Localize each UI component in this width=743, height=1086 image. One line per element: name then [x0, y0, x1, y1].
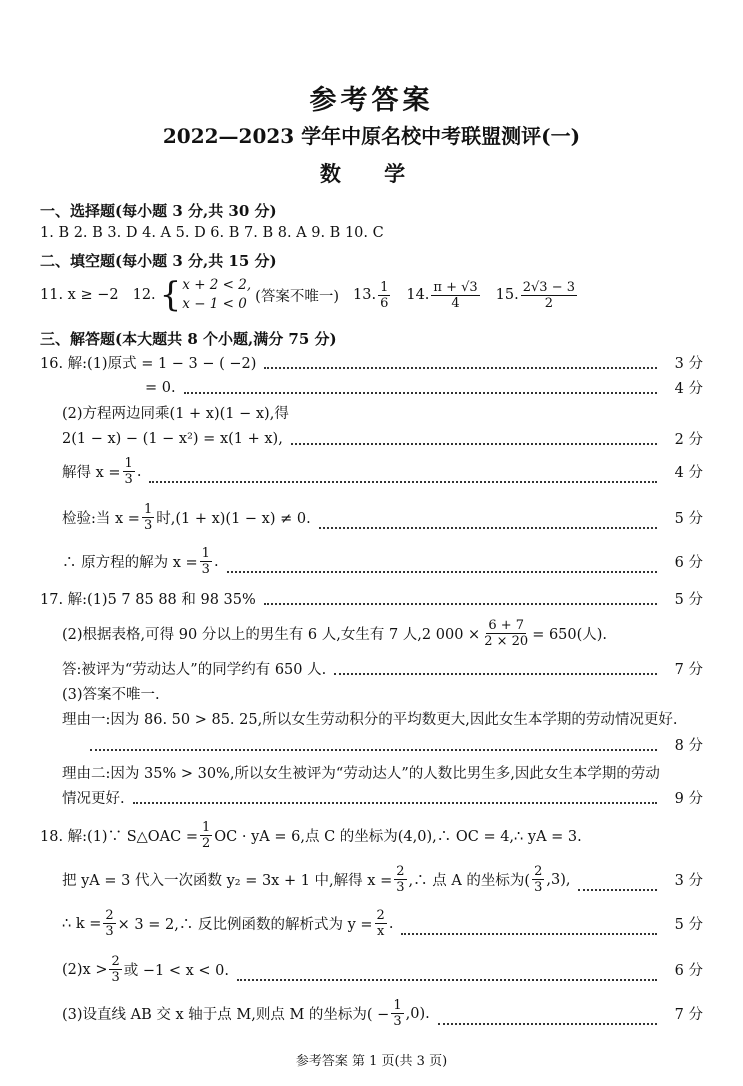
q16-line-5: 解得 x = $\frac{1}{3}$ . 4 分: [62, 456, 703, 487]
q18-line-5: (3)设直线 AB 交 x 轴于点 M,则点 M 的坐标为( − $\frac{1}{3}$ ,0). 7 分: [62, 998, 703, 1029]
q17-line-1: 17. 解:(1)5 7 85 88 和 98 35% 5 分: [40, 588, 703, 609]
subject-title: 数 学: [319, 161, 424, 186]
q17-line-8: 情况更好. 9 分: [62, 787, 703, 808]
answer-15-fraction: $\frac{2√3 - 3}{2}$: [522, 279, 575, 311]
score: 3 分: [674, 873, 703, 889]
answer-12-row1: x + 2 < 2,: [182, 277, 252, 293]
score: 7 分: [674, 1007, 703, 1023]
q16-line-2: = 0. 4 分: [145, 377, 703, 398]
page-title: 参考答案: [309, 85, 434, 116]
q16-line-7: ∴ 原方程的解为 x = $\frac{1}{3}$ . 6 分: [62, 546, 703, 577]
score: 6 分: [674, 963, 703, 979]
score: 6 分: [674, 555, 703, 571]
choice-answers: [40, 225, 703, 241]
answer-12-row2: x − 1 < 0: [182, 296, 247, 312]
q17-line-7: 理由二:因为 35% > 30%,所以女生被评为“劳动达人”的人数比男生多,因此女生本学期的劳动: [62, 766, 660, 782]
answer-15-label: 15.: [495, 287, 519, 303]
brace-symbol: {: [159, 275, 182, 315]
q16-line-6: 检验:当 x = $\frac{1}{3}$ 时,(1 + x)(1 − x) ≠ 0. 5 分: [62, 502, 703, 533]
score: 9 分: [674, 791, 703, 807]
answer-14-fraction: $\frac{\pi + √3}{4}$: [433, 279, 478, 311]
page-footer: 参考答案 第 1 页(共 3 页): [295, 1054, 448, 1069]
q16-line-3: (2)方程两边同乘(1 + x)(1 − x),得: [62, 406, 289, 422]
q17-line-6: [90, 734, 703, 755]
score: 5 分: [674, 917, 703, 933]
exam-subtitle: 2022—2023 学年中原名校中考联盟测评(一): [162, 124, 581, 148]
score: 2 分: [674, 432, 703, 448]
q17-line-5: 理由一:因为 86. 50 > 85. 25,所以女生劳动积分的平均数更大,因此女生本学期的劳动情况更好.: [62, 712, 678, 728]
score: 5 分: [674, 592, 703, 608]
q16-line-1: 16. 解:(1)原式 = 1 − 3 − ( −2) 3 分: [40, 352, 703, 373]
answer-12-label: 12.: [132, 287, 156, 303]
q18-line-1: 18. 解:(1)∵ S△OAC = $\frac{1}{2}$ OC · yA = 6,点 C 的坐标为(4,0),∴ OC = 4,∴ yA = 3.: [40, 820, 582, 851]
score: 8 分: [674, 738, 703, 754]
score: 5 分: [674, 511, 703, 527]
section-fill-title: 二、填空题(每小题 3 分,共 15 分): [40, 252, 277, 270]
answer-13-fraction: $\frac{1}{6}$: [380, 279, 389, 311]
q18-line-4: (2)x > $\frac{2}{3}$ 或 −1 < x < 0. 6 分: [62, 954, 703, 985]
answer-12-system: [160, 276, 252, 314]
q17-line-3: 答:被评为“劳动达人”的同学约有 650 人. 7 分: [62, 658, 703, 679]
answer-13-label: 13.: [353, 287, 377, 303]
score: 7 分: [674, 662, 703, 678]
score: 3 分: [674, 356, 703, 372]
score: 4 分: [674, 381, 703, 397]
section-choice-title: 一、选择题(每小题 3 分,共 30 分): [40, 202, 277, 220]
q18-line-2: 把 yA = 3 代入一次函数 y₂ = 3x + 1 中,解得 x = $\frac{2}{3}$ ,∴ 点 A 的坐标为( $\frac{2}{3}$ ,3), 3 分: [62, 864, 703, 895]
answer-12-note: (答案不唯一): [255, 288, 339, 305]
answer-11: 11. x ≥ −2: [40, 287, 119, 303]
section-solve-title: 三、解答题(本大题共 8 个小题,满分 75 分): [40, 330, 337, 348]
fill-answers: [40, 276, 703, 314]
q18-line-3: ∴ k = $\frac{2}{3}$ × 3 = 2,∴ 反比例函数的解析式为 y = $\frac{2}{x}$ . 5 分: [62, 908, 703, 939]
answer-14-label: 14.: [406, 287, 430, 303]
q17-line-4: (3)答案不唯一.: [62, 687, 160, 703]
q16-line-4: 2(1 − x) − (1 − x²) = x(1 + x), 2 分: [62, 428, 703, 449]
q17-line-2: (2)根据表格,可得 90 分以上的男生有 6 人,女生有 7 人,2 000 × $\frac{6 + 7}{2 \times 20}$ = 650(人).: [62, 618, 608, 649]
choice-answers-text: 1. B 2. B 3. D 4. A 5. D 6. B 7. B 8. A 9. B 10. C: [40, 225, 384, 241]
score: 4 分: [674, 465, 703, 481]
